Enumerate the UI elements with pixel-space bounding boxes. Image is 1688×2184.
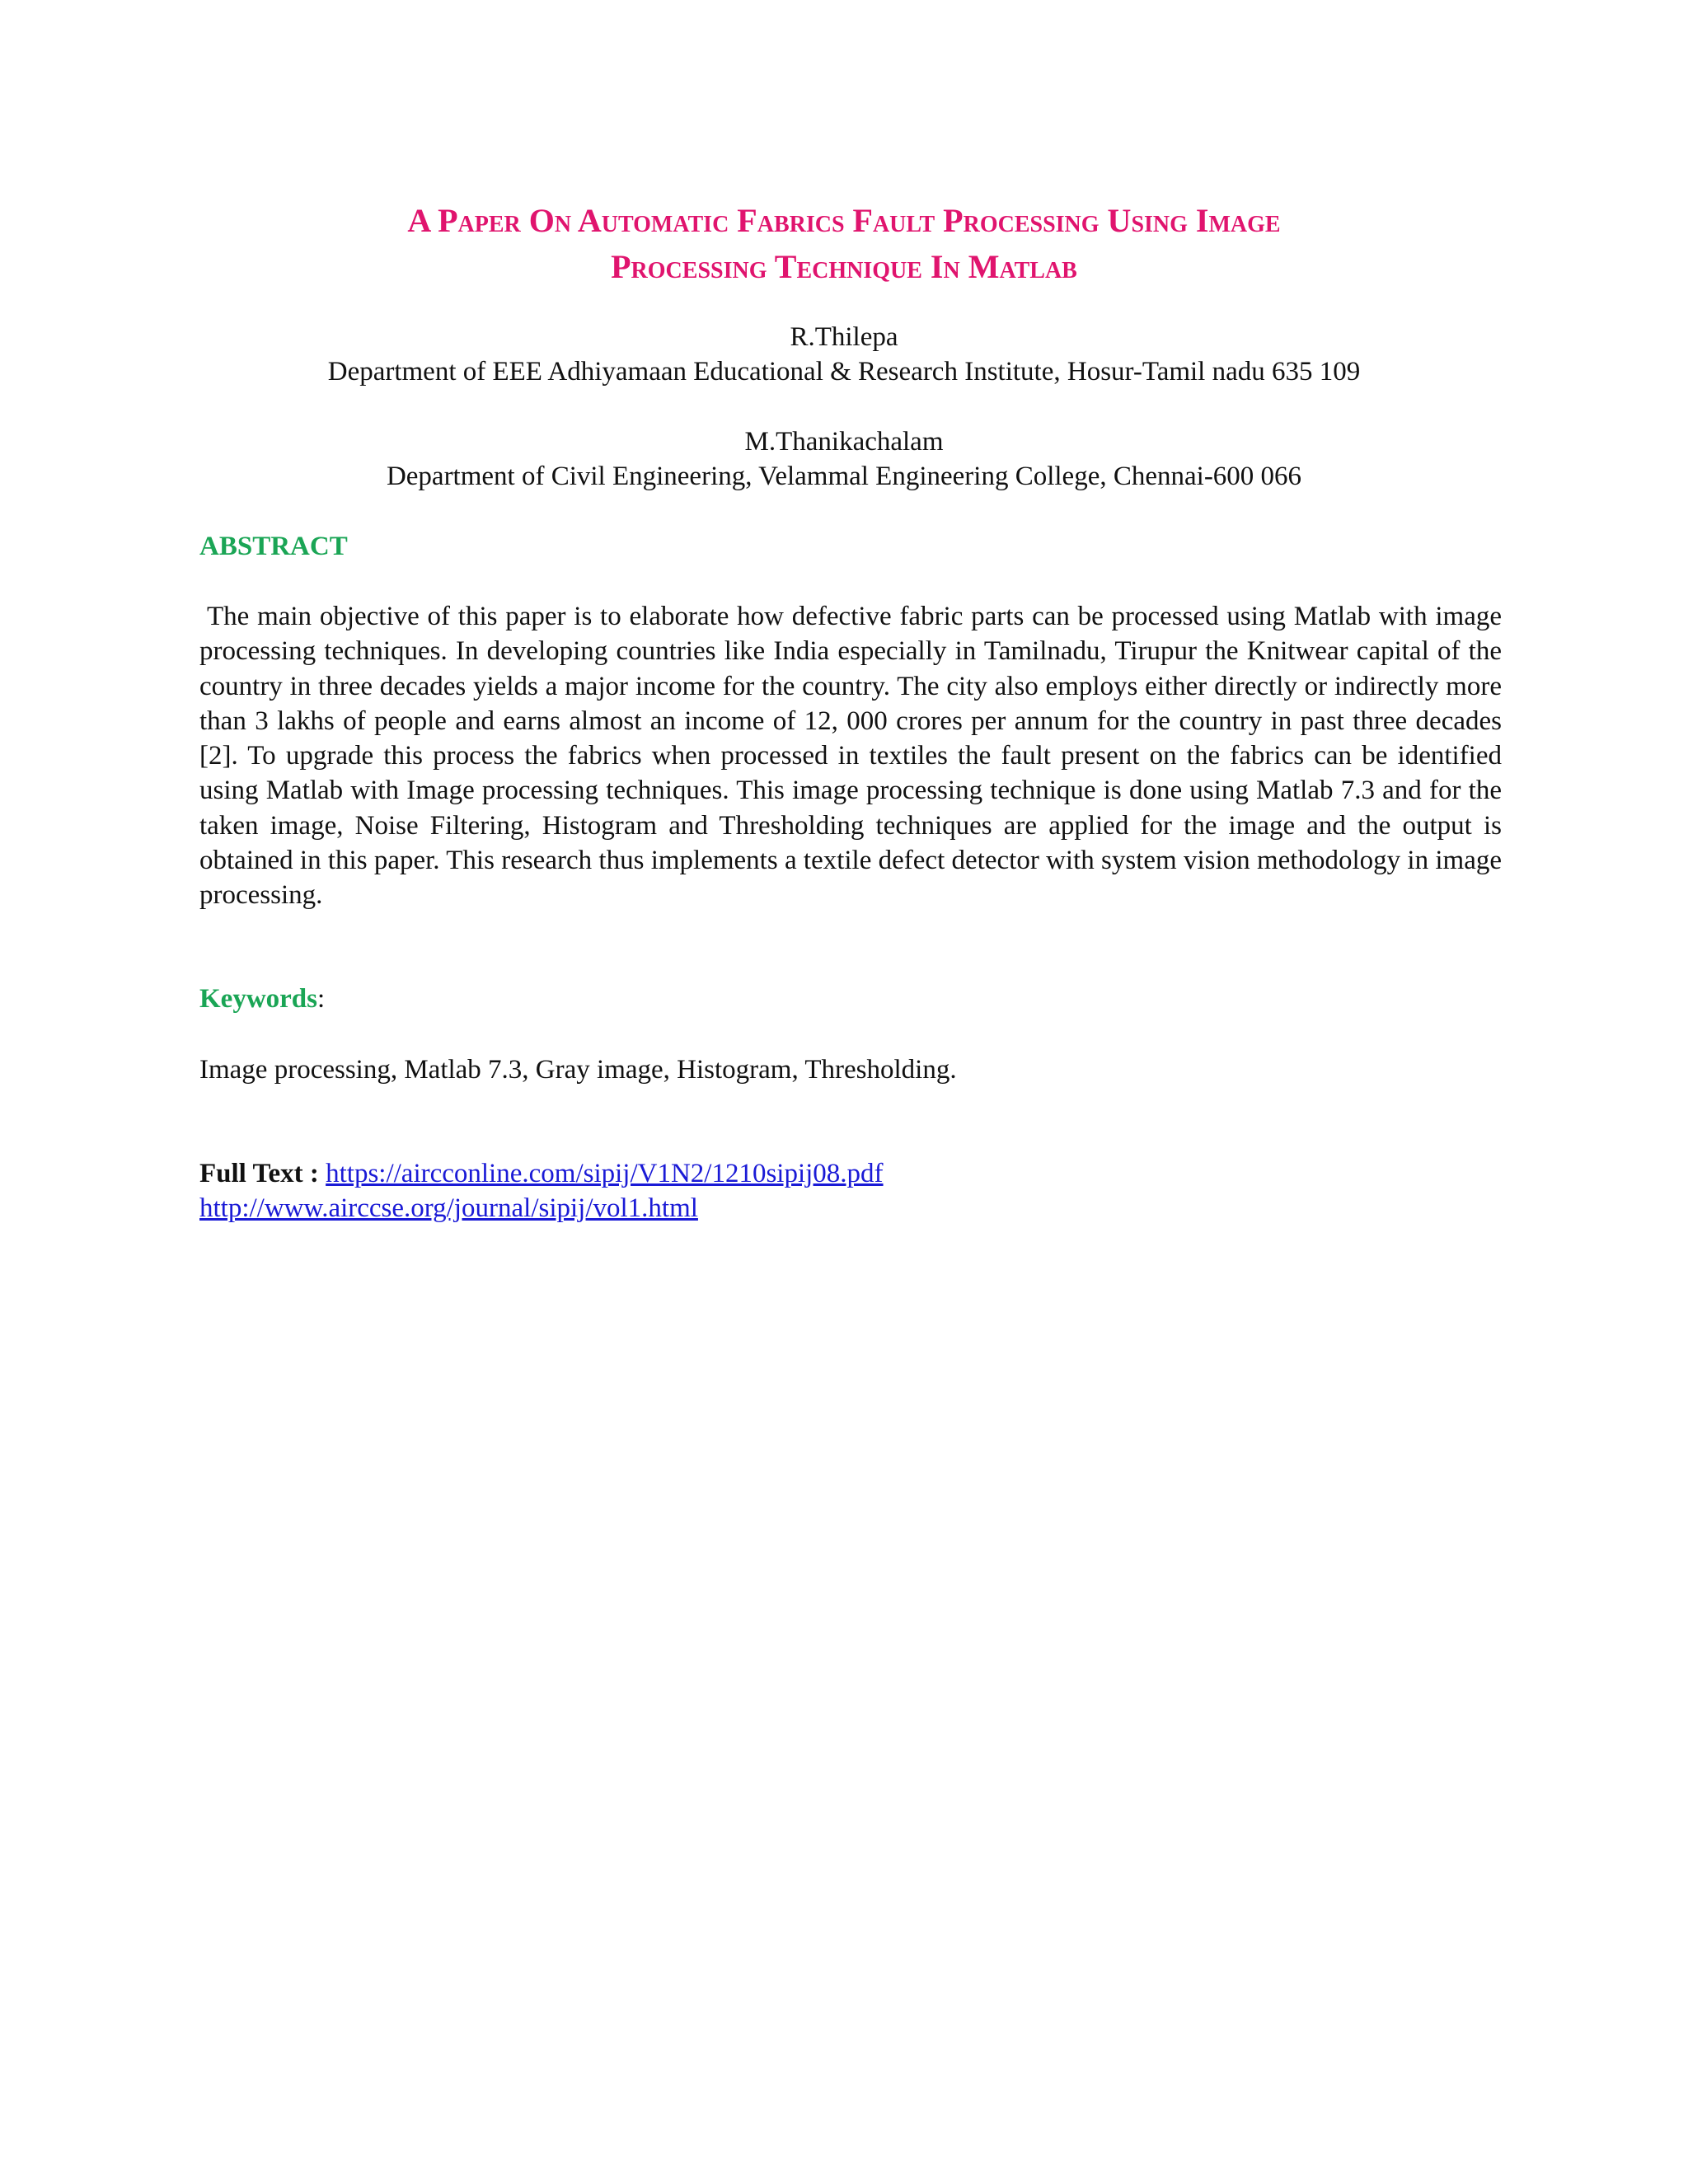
- full-text-links: [199, 1156, 884, 1226]
- author-name: R.Thilepa: [790, 322, 898, 352]
- full-text-line-2: [199, 1191, 884, 1226]
- paper-title: [165, 198, 1523, 290]
- keywords-colon: :: [317, 984, 326, 1014]
- author-affiliation: Department of EEE Adhiyamaan Educational & Research Institute, Hosur-Tamil nadu 635 109: [327, 357, 1361, 387]
- abstract-text: The main objective of this paper is to elaborate how defective fabric parts can be processed using Matlab with image processing techniques. In developing countries like India especially in Tamilnadu, Tirupur the Knitwear capital of the country in three decades yields a major income for the country. The city also employs either directly or indirectly more than 3 lakhs of people and earns almost an income of 12, 000 crores per annum for the country in past three decades [2]. To upgrade this process the fabrics when processed in textiles the fault present on the fabrics can be identified using Matlab with Image processing techniques. This image processing technique is done using Matlab 7.3 and for the taken image, Noise Filtering, Histogram and Thresholding techniques are applied for the image and the output is obtained in this paper. This research thus implements a textile defect detector with system vision methodology in image processing.: [199, 602, 1502, 911]
- paper-title-line-1: A Paper On Automatic Fabrics Fault Processing Using Image: [407, 202, 1281, 239]
- keywords-label: Keywords: [199, 984, 317, 1014]
- author-affiliation: Department of Civil Engineering, Velammal Engineering College, Chennai-600 066: [386, 462, 1302, 491]
- author-name: M.Thanikachalam: [744, 427, 944, 457]
- full-text-link-pdf[interactable]: https://aircconline.com/sipij/V1N2/1210sipij08.pdf: [326, 1159, 884, 1188]
- full-text-label: Full Text :: [199, 1159, 326, 1188]
- full-text-link-journal[interactable]: http://www.airccse.org/journal/sipij/vol1.html: [199, 1193, 698, 1223]
- keywords-heading: [199, 982, 325, 1016]
- abstract-heading: ABSTRACT: [199, 532, 348, 561]
- author-block-2: [165, 424, 1523, 494]
- paper-title-line-2: Processing Technique In Matlab: [611, 248, 1077, 285]
- author-block-1: [165, 320, 1523, 389]
- full-text-line-1: [199, 1156, 884, 1191]
- keywords-text: Image processing, Matlab 7.3, Gray image, Histogram, Thresholding.: [199, 1055, 957, 1085]
